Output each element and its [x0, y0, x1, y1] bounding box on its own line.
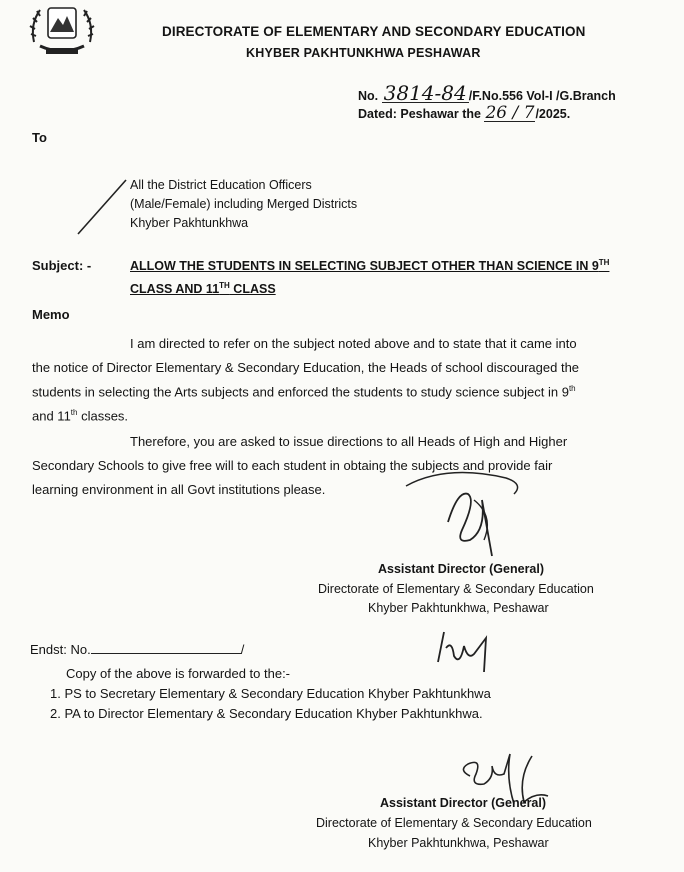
body-paragraph-line: I am directed to refer on the subject noted above and to state that it came into [130, 336, 577, 351]
pen-mark-icon [74, 176, 134, 236]
signatory-place: Khyber Pakhtunkhwa, Peshawar [368, 601, 549, 615]
superscript: th [70, 408, 78, 417]
date-line [358, 105, 570, 122]
subject-label: Subject: - [32, 258, 92, 273]
addressee-line: Khyber Pakhtunkhwa [130, 216, 249, 230]
subject-text: ALLOW THE STUDENTS IN SELECTING SUBJECT OTHER THAN SCIENCE IN 9 [130, 259, 599, 274]
copy-forward-line: Copy of the above is forwarded to the:- [66, 666, 291, 681]
addressee-line: (Male/Female) including Merged Districts [130, 197, 358, 211]
body-paragraph-line [32, 384, 576, 399]
file-number: /F.No.556 Vol-I /G.Branch [468, 89, 616, 103]
body-text: classes. [77, 408, 129, 424]
signatory-place: Khyber Pakhtunkhwa, Peshawar [368, 836, 549, 850]
reference-number-handwritten: 3814-84 [383, 81, 467, 105]
government-emblem-icon [26, 2, 98, 60]
copy-recipient: 1. PS to Secretary Elementary & Secondary Education Khyber Pakhtunkhwa [50, 686, 491, 701]
subject-text: CLASS [229, 282, 276, 297]
directorate-location-heading: KHYBER PAKHTUNKHWA PESHAWAR [246, 46, 481, 60]
body-paragraph-line [32, 408, 128, 423]
reference-number [358, 81, 616, 105]
memo-label: Memo [32, 307, 70, 322]
subject-text: CLASS AND 11 [130, 282, 220, 297]
signatory-organization: Directorate of Elementary & Secondary Education [318, 582, 594, 596]
body-text: and 11 [32, 408, 71, 424]
body-paragraph-line: Secondary Schools to give free will to each student in obtaing the subjects and provide fair [32, 458, 553, 473]
to-label: To [32, 130, 47, 145]
endorsement-number [30, 642, 244, 657]
body-paragraph-line: Therefore, you are asked to issue directions to all Heads of High and Higher [130, 434, 568, 449]
body-text: students in selecting the Arts subjects and enforced the students to study science subject in 9 [32, 384, 569, 400]
dated-prefix: Dated: Peshawar the [358, 107, 481, 121]
initials-signature-icon [430, 626, 500, 676]
copy-recipient: 2. PA to Director Elementary & Secondary Education Khyber Pakhtunkhwa. [50, 706, 483, 721]
superscript: TH [219, 281, 230, 290]
endorsement-suffix: / [240, 642, 245, 657]
endorsement-label: Endst: No. [30, 642, 91, 657]
body-paragraph-line: the notice of Director Elementary & Secondary Education, the Heads of school discouraged the [32, 360, 580, 375]
superscript: TH [598, 258, 610, 267]
handwritten-signature-icon [396, 460, 526, 560]
blank-line [91, 653, 241, 654]
reference-number-prefix: No. [358, 89, 379, 103]
addressee-line: All the District Education Officers [130, 178, 312, 192]
superscript: th [568, 384, 576, 393]
directorate-heading: DIRECTORATE OF ELEMENTARY AND SECONDARY EDUCATION [162, 24, 586, 39]
body-paragraph-line: learning environment in all Govt institutions please. [32, 482, 326, 497]
signatory-organization: Directorate of Elementary & Secondary Education [316, 816, 592, 830]
subject-line-2 [130, 281, 276, 296]
signatory-title: Assistant Director (General) [378, 562, 545, 576]
subject-line-1 [130, 258, 609, 273]
signatory-title: Assistant Director (General) [380, 796, 547, 810]
date-handwritten: 26 / 7 [485, 103, 535, 123]
date-year: /2025. [535, 107, 571, 121]
